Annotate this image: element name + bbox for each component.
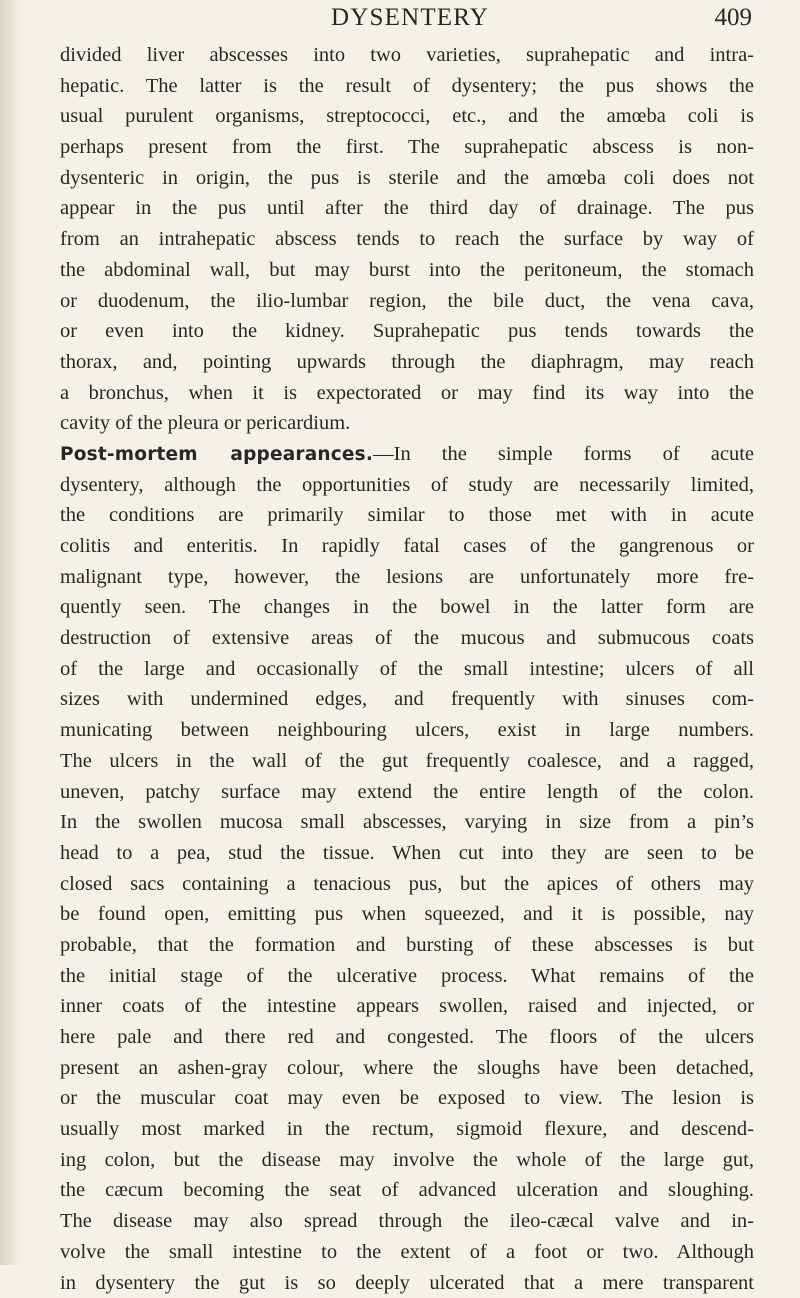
text-line: in dysentery the gut is so deeply ulcerated that a mere transparent — [60, 1268, 754, 1298]
running-title: DYSENTERY — [60, 4, 760, 32]
text-line: malignant type, however, the lesions are unfortunately more fre- — [60, 562, 754, 593]
text-line: municating between neighbouring ulcers, exist in large numbers. — [60, 715, 754, 746]
text-line: perhaps present from the first. The suprahepatic abscess is non- — [60, 132, 754, 163]
text-line: of the large and occasionally of the small intestine; ulcers of all — [60, 654, 754, 685]
text-line: from an intrahepatic abscess tends to reach the surface by way of — [60, 224, 754, 255]
text-body — [60, 40, 754, 1298]
text-line: destruction of extensive areas of the mucous and submucous coats — [60, 623, 754, 654]
text-line: the abdominal wall, but may burst into the peritoneum, the stomach — [60, 255, 754, 286]
section-heading: Post-mortem appearances. — [60, 444, 373, 465]
text-line: usually most marked in the rectum, sigmoid flexure, and descend- — [60, 1114, 754, 1145]
text-line: colitis and enteritis. In rapidly fatal cases of the gangrenous or — [60, 531, 754, 562]
text-line: divided liver abscesses into two varieties, suprahepatic and intra- — [60, 40, 754, 71]
text-line: sizes with undermined edges, and frequently with sinuses com- — [60, 684, 754, 715]
text-line: the cæcum becoming the seat of advanced ulceration and sloughing. — [60, 1175, 754, 1206]
text-line: be found open, emitting pus when squeezed, and it is possible, nay — [60, 899, 754, 930]
text-line: volve the small intestine to the extent of a foot or two. Although — [60, 1237, 754, 1268]
text-line: uneven, patchy surface may extend the entire length of the colon. — [60, 777, 754, 808]
text-line: The disease may also spread through the ileo-cæcal valve and in- — [60, 1206, 754, 1237]
text-line: In the swollen mucosa small abscesses, varying in size from a pin’s — [60, 807, 754, 838]
page-binding-shadow — [0, 0, 22, 1265]
paragraph-post-mortem — [60, 439, 754, 1298]
text-line: the initial stage of the ulcerative process. What remains of the — [60, 961, 754, 992]
text-line: dysentery, although the opportunities of study are necessarily limited, — [60, 470, 754, 501]
heading-line-text: —In the simple forms of acute — [373, 443, 754, 465]
text-line-with-heading — [60, 439, 754, 470]
running-head — [60, 4, 760, 38]
paragraph-liver-abscess — [60, 40, 754, 439]
text-line: hepatic. The latter is the result of dysentery; the pus shows the — [60, 71, 754, 102]
text-line: head to a pea, stud the tissue. When cut into they are seen to be — [60, 838, 754, 869]
text-line: ing colon, but the disease may involve the whole of the large gut, — [60, 1145, 754, 1176]
text-line: present an ashen-gray colour, where the sloughs have been detached, — [60, 1053, 754, 1084]
text-line: closed sacs containing a tenacious pus, but the apices of others may — [60, 869, 754, 900]
text-line: dysenteric in origin, the pus is sterile and the amœba coli does not — [60, 163, 754, 194]
text-line: here pale and there red and congested. The floors of the ulcers — [60, 1022, 754, 1053]
text-line: thorax, and, pointing upwards through the diaphragm, may reach — [60, 347, 754, 378]
text-line: usual purulent organisms, streptococci, etc., and the amœba coli is — [60, 101, 754, 132]
text-line: or even into the kidney. Suprahepatic pus tends towards the — [60, 316, 754, 347]
text-line: or duodenum, the ilio-lumbar region, the bile duct, the vena cava, — [60, 286, 754, 317]
text-line: the conditions are primarily similar to those met with in acute — [60, 500, 754, 531]
text-line: or the muscular coat may even be exposed to view. The lesion is — [60, 1083, 754, 1114]
text-line: quently seen. The changes in the bowel in the latter form are — [60, 592, 754, 623]
text-line: inner coats of the intestine appears swollen, raised and injected, or — [60, 991, 754, 1022]
text-line: appear in the pus until after the third day of drainage. The pus — [60, 193, 754, 224]
text-line: The ulcers in the wall of the gut frequently coalesce, and a ragged, — [60, 746, 754, 777]
page-number: 409 — [715, 4, 753, 32]
text-line: a bronchus, when it is expectorated or may find its way into the — [60, 378, 754, 409]
text-line: cavity of the pleura or pericardium. — [60, 408, 754, 439]
text-line: probable, that the formation and bursting of these abscesses is but — [60, 930, 754, 961]
